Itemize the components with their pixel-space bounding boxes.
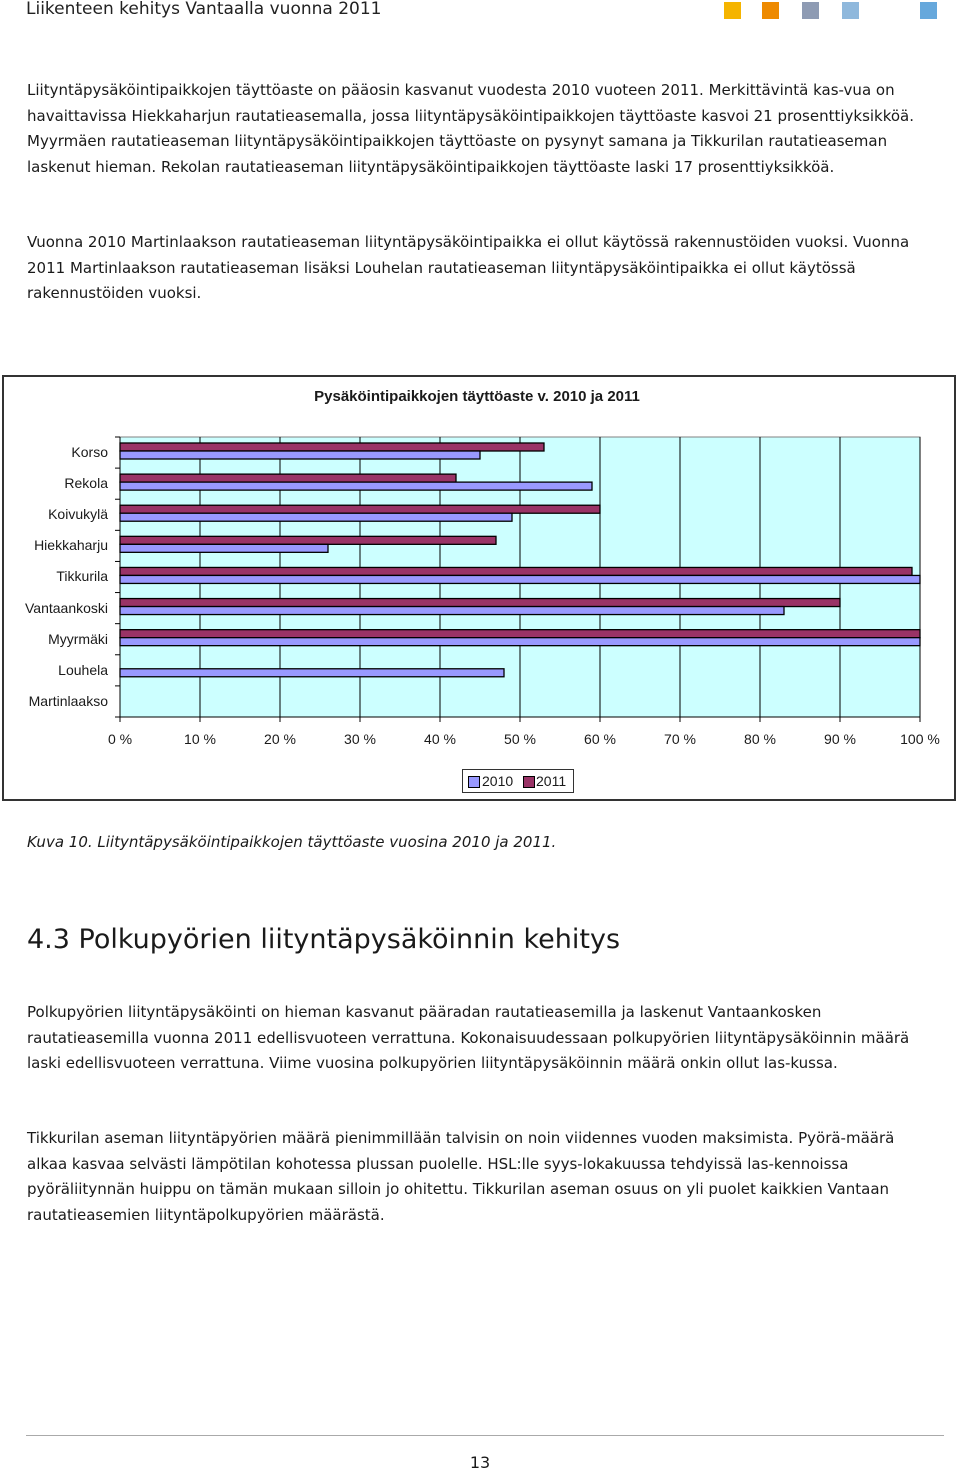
figure-caption: Kuva 10. Liityntäpysäköintipaikkojen täyttöaste vuosina 2010 ja 2011. [27,833,557,851]
bar-2011-hiekkaharju [120,536,496,544]
legend-key-2011 [523,776,535,788]
bar-2011-rekola [120,474,456,482]
x-tick-label: 0 % [107,731,133,747]
section-paragraph-1: Polkupyörien liityntäpysäköinti on hieman kasvanut pääradan rautatieasemilla ja laskenut Vantaankosken rautatieasemilla vuonna 2011 edellisvuoteen verrattuna. Kokonaisuudessaan polkupyörien liityntäpysäköinnin määrä laski edellisvuoteen verrattuna. Viime vuosina polkupyörien liityntäpysäköinnin määrä onkin ollut las-kussa. [27,1003,910,1072]
x-tick-label: 80 % [744,731,776,747]
x-tick-label: 100 % [900,731,940,747]
x-tick-label: 10 % [184,731,216,747]
section-heading: 4.3 Polkupyörien liityntäpysäköinnin kehitys [27,924,621,955]
x-tick-label: 70 % [664,731,696,747]
category-label: Martinlaakso [28,692,108,709]
bar-2010-koivukylä [120,513,512,521]
x-tick-label: 30 % [344,731,376,747]
footer-rule [26,1435,944,1436]
chart-legend [462,769,574,793]
x-tick-label: 60 % [584,731,616,747]
page-number: 13 [469,1453,491,1472]
x-tick-label: 20 % [264,731,296,747]
x-tick-label: 90 % [824,731,856,747]
bar-2011-korso [120,443,544,451]
legend-label-2010: 2010 [482,773,514,789]
bar-2010-myyrmäki [120,638,920,646]
category-label: Koivukylä [48,506,108,523]
paragraph-1: Liityntäpysäköintipaikkojen täyttöaste on pääosin kasvanut vuodesta 2010 vuoteen 2011. Merkittävintä kas-vua on havaittavissa Hiekkaharjun rautatieasemalla, jossa liityntäpysäköintipaikkojen täyttöaste kasvoi 21 prosenttiyksikköä. Myyrmäen rautatieaseman liityntäpysäköintipaikkojen täyttöaste on pysynyt samana ja Tikkurilan rautatieaseman laskenut hieman. Rekolan rautatieaseman liityntäpysäköintipaikkojen täyttöaste laski 17 prosenttiyksikköä. [27,81,915,176]
legend-key-2010 [468,776,480,788]
category-label: Myyrmäki [48,630,108,647]
bar-2010-tikkurila [120,575,920,583]
bar-2011-myyrmäki [120,630,920,638]
category-label: Vantaankoski [24,599,108,616]
bar-2011-koivukylä [120,505,600,513]
category-label: Hiekkaharju [34,537,108,554]
category-label: Tikkurila [56,568,108,585]
category-label: Rekola [64,475,108,492]
document-title: Liikenteen kehitys Vantaalla vuonna 2011 [26,0,382,19]
bar-2011-tikkurila [120,567,912,575]
bar-2010-hiekkaharju [120,544,328,552]
bar-2010-rekola [120,482,592,490]
section-paragraph-2: Tikkurilan aseman liityntäpyörien määrä pienimmillään talvisin on noin viidennes vuoden maksimista. Pyörä-määrä alkaa kasvaa selvästi lämpötilan kohotessa plussan puolelle. HSL:lle syys-lokakuussa tehdyissä las-kennoissa pyöräliitynnän huippu on tämän mukaan silloin jo ohitettu. Tikkurilan aseman osuus on yli puolet kaikkien Vantaan rautatieasemien liityntäpolkupyörien määrästä. [27,1129,895,1224]
x-tick-label: 40 % [424,731,456,747]
bar-2010-louhela [120,669,504,677]
legend-label-2011: 2011 [536,773,567,789]
chart-title: Pysäköintipaikkojen täyttöaste v. 2010 ja 2011 [314,388,640,405]
x-tick-label: 50 % [504,731,536,747]
category-label: Louhela [58,661,108,678]
category-label: Korso [71,444,108,460]
bar-2011-vantaankoski [120,599,840,607]
bar-2010-vantaankoski [120,607,784,615]
bar-2010-korso [120,451,480,459]
paragraph-2: Vuonna 2010 Martinlaakson rautatieaseman liityntäpysäköintipaikka ei ollut käytössä rakennustöiden vuoksi. Vuonna 2011 Martinlaakson rautatieaseman lisäksi Louhelan rautatieaseman liityntäpysäköintipaikka ei ollut käytössä rakennustöiden vuoksi. [27,233,910,302]
